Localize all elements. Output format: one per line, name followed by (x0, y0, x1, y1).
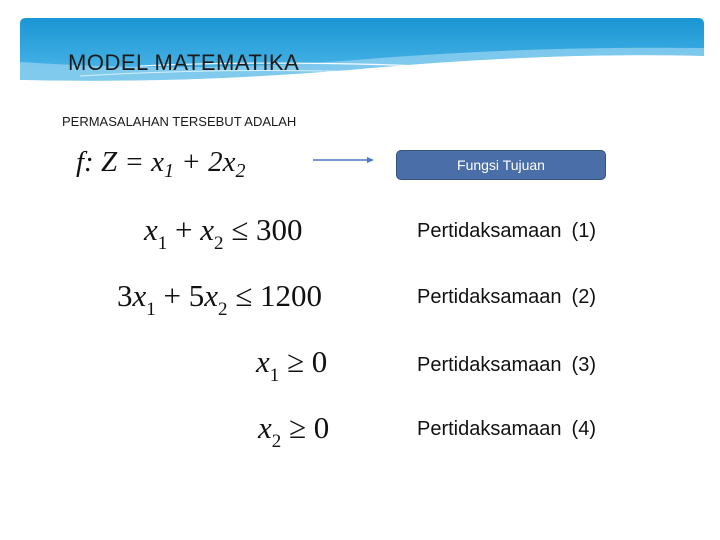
constraint-2-expression: $3x_1 + 5x_2 \le 1200$ (117, 278, 323, 320)
right-arrow-icon (313, 152, 375, 168)
objective-function (76, 146, 246, 182)
objective-middle: + 2x (174, 146, 236, 178)
slide-subtitle: PERMASALAHAN TERSEBUT ADALAH (62, 114, 297, 129)
objective-prefix: f: Z = x (76, 146, 165, 178)
constraint-2-label: Pertidaksamaan (2) (417, 286, 596, 308)
objective-badge: Fungsi Tujuan (396, 150, 606, 180)
slide-title: MODEL MATEMATIKA (68, 50, 300, 75)
objective-sub-2: 2 (235, 160, 246, 182)
constraint-1-expression: $x_1 + x_2 \le 300$ (144, 212, 303, 254)
constraint-4-label: Pertidaksamaan (4) (417, 418, 596, 440)
constraint-3-expression: $x_1 \ge 0$ (256, 344, 328, 386)
objective-sub-1: 1 (164, 160, 175, 182)
constraint-3-label: Pertidaksamaan (3) (417, 354, 596, 376)
constraint-1-label: Pertidaksamaan (1) (417, 220, 596, 242)
constraint-4-expression: $x_2 \ge 0$ (258, 410, 330, 452)
